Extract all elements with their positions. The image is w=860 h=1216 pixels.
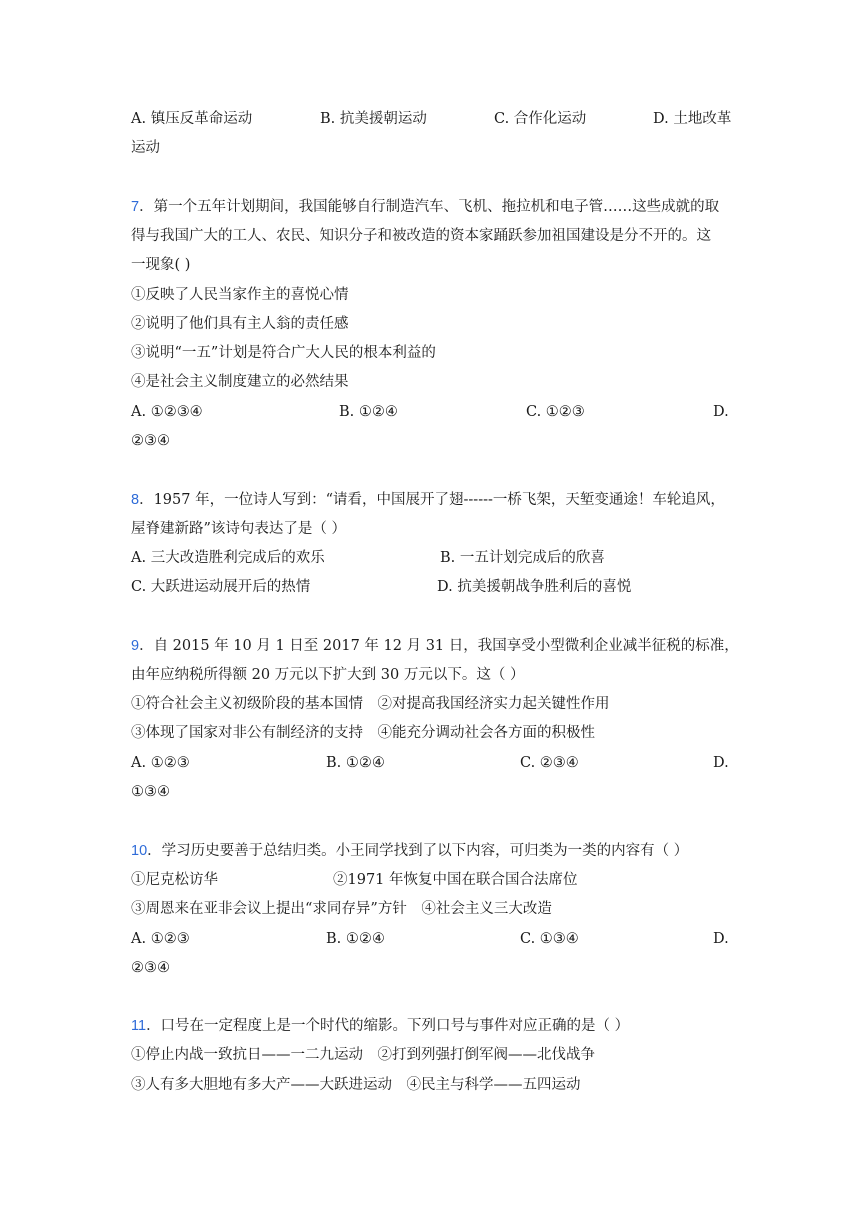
option-c: C. 合作化运动 xyxy=(494,111,587,127)
option-b: B. ①②④ xyxy=(326,931,385,947)
option-d: D. 抗美援朝战争胜利后的喜悦 xyxy=(437,579,632,595)
question-number: 11 xyxy=(131,1018,147,1034)
question-stem-line: 一现象( ) xyxy=(131,257,191,273)
statement-item: ④是社会主义制度建立的必然结果 xyxy=(131,374,349,390)
statement-item: ③周恩来在亚非会议上提出“求同存异”方针 ④社会主义三大改造 xyxy=(131,901,552,917)
question-stem: 11．口号在一定程度上是一个时代的缩影。下列口号与事件对应正确的是（ ） xyxy=(131,1018,630,1034)
option-a: A. 三大改造胜利完成后的欢乐 xyxy=(131,550,325,566)
option-a: A. ①②③ xyxy=(131,755,190,771)
statement-item: ③体现了国家对非公有制经济的支持 ④能充分调动社会各方面的积极性 xyxy=(131,725,595,741)
question-number: 10 xyxy=(131,843,148,859)
statement-item: ②说明了他们具有主人翁的责任感 xyxy=(131,316,349,332)
statement-item: ③说明“一五”计划是符合广大人民的根本利益的 xyxy=(131,345,436,361)
option-c: C. ①③④ xyxy=(520,931,579,947)
question-stem-line: 屋脊建新路”该诗句表达了是（ ） xyxy=(131,521,347,537)
statement-item: ①符合社会主义初级阶段的基本国情 ②对提高我国经济实力起关键性作用 xyxy=(131,696,610,712)
option-d: D. 土地改革 xyxy=(653,111,732,127)
question-stem: 9．自 2015 年 10 月 1 日至 2017 年 12 月 31 日，我国享受小型微利企业减半征税的标准， xyxy=(131,638,739,654)
statement-item: ①反映了人民当家作主的喜悦心情 xyxy=(131,287,349,303)
question-stem: 7．第一个五年计划期间，我国能够自行制造汽车、飞机、拖拉机和电子管……这些成就的取 xyxy=(131,199,720,215)
option-wrap: 运动 xyxy=(131,140,160,156)
statement-item: ②1971 年恢复中国在联合国合法席位 xyxy=(333,872,578,888)
question-number: 9 xyxy=(131,638,140,654)
statement-item: ①停止内战一致抗日——一二九运动 ②打到列强打倒军阀——北伐战争 xyxy=(131,1047,595,1063)
option-wrap: ②③④ xyxy=(131,433,170,449)
question-number: 7 xyxy=(131,199,140,215)
option-d: D. xyxy=(713,931,729,947)
option-a: A. ①②③ xyxy=(131,931,190,947)
question-stem-line: 由年应纳税所得额 20 万元以下扩大到 30 万元以下。这（ ） xyxy=(131,667,525,683)
statement-item: ①尼克松访华 xyxy=(131,872,218,888)
option-d: D. xyxy=(713,755,729,771)
option-a: A. 镇压反革命运动 xyxy=(131,111,253,127)
option-b: B. ①②④ xyxy=(326,755,385,771)
question-number: 8 xyxy=(131,492,140,508)
option-b: B. 一五计划完成后的欣喜 xyxy=(440,550,605,566)
option-c: C. ①②③ xyxy=(526,404,585,420)
option-d: D. xyxy=(713,404,729,420)
option-wrap: ②③④ xyxy=(131,960,170,976)
option-c: C. ②③④ xyxy=(520,755,579,771)
option-b: B. 抗美援朝运动 xyxy=(320,111,427,127)
option-wrap: ①③④ xyxy=(131,784,170,800)
option-c: C. 大跃进运动展开后的热情 xyxy=(131,579,311,595)
question-stem-line: 得与我国广大的工人、农民、知识分子和被改造的资本家踊跃参加祖国建设是分不开的。这 xyxy=(131,228,711,244)
option-a: A. ①②③④ xyxy=(131,404,203,420)
question-stem: 10．学习历史要善于总结归类。小王同学找到了以下内容，可归类为一类的内容有（ ） xyxy=(131,843,689,859)
option-b: B. ①②④ xyxy=(339,404,398,420)
question-stem: 8．1957 年，一位诗人写到：“请看，中国展开了翅------一桥飞架，天堑变通途！车轮追风， xyxy=(131,492,725,508)
statement-item: ③人有多大胆地有多大产——大跃进运动 ④民主与科学——五四运动 xyxy=(131,1077,581,1093)
